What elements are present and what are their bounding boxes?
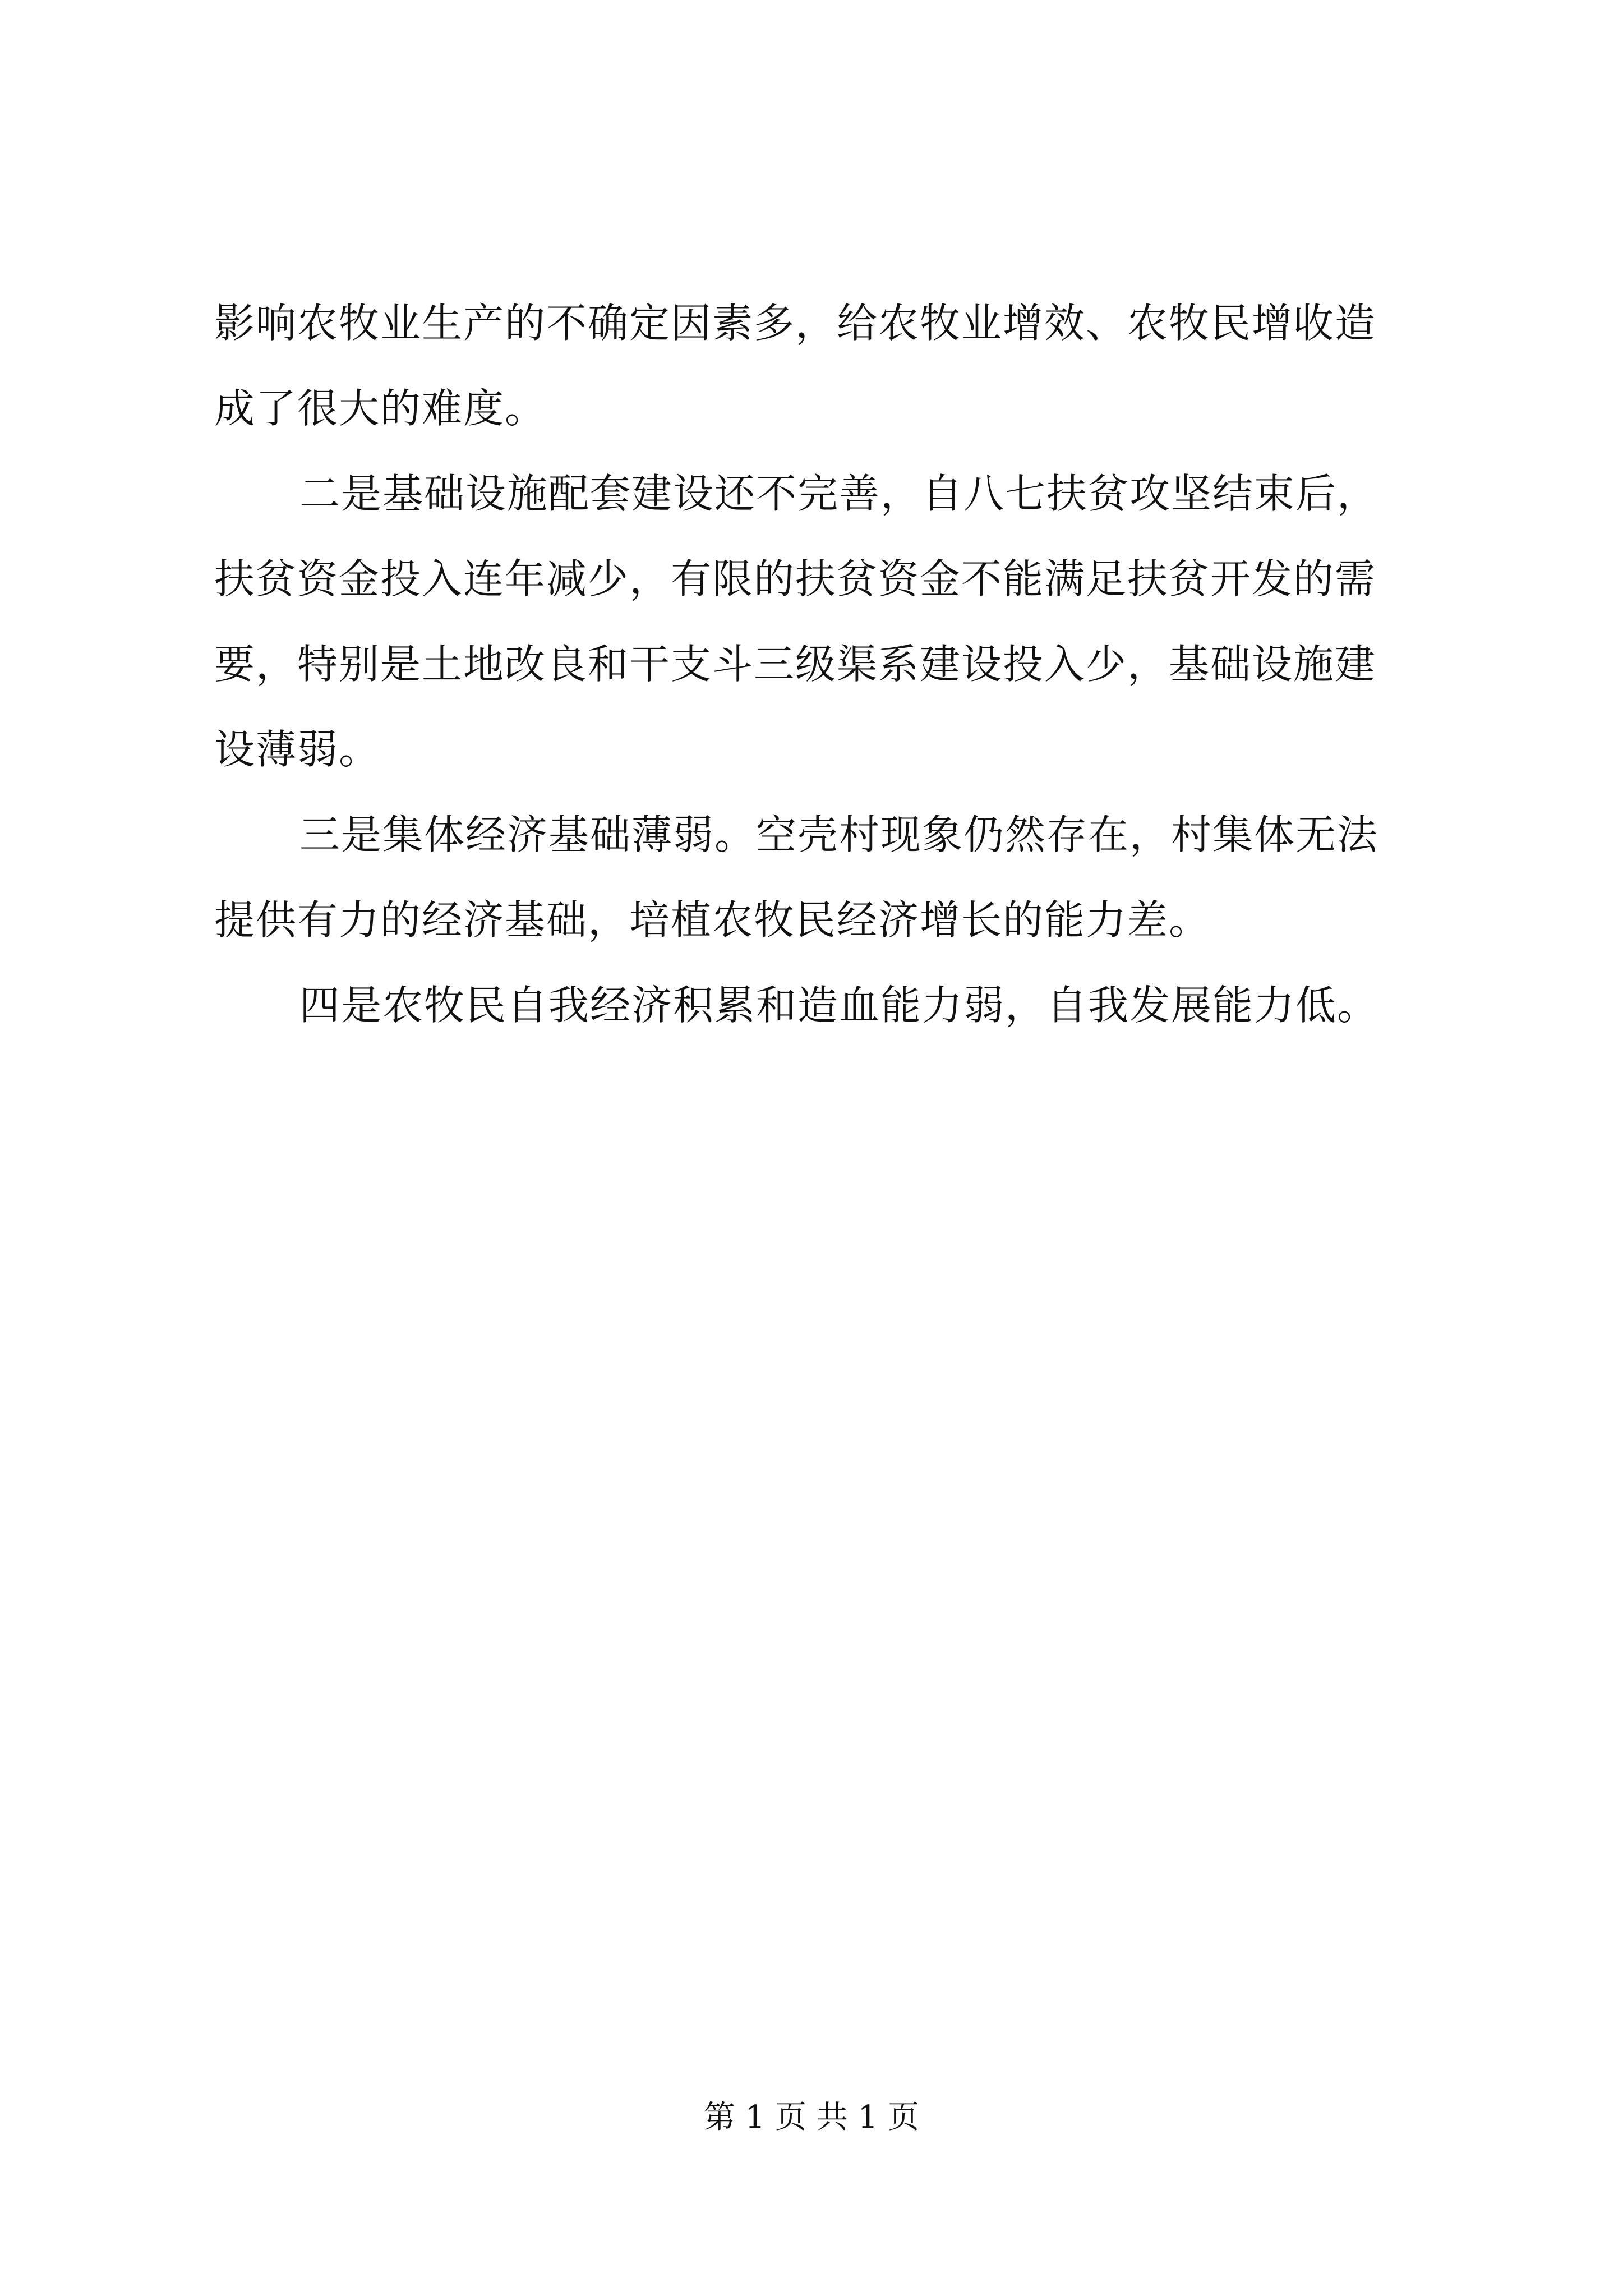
paragraph-line: 设薄弱。: [214, 726, 381, 773]
paragraph-line: 二是基础设施配套建设还不完善，自八七扶贫攻坚结束后，: [299, 470, 1379, 517]
paragraph-line: 四是农牧民自我经济积累和造血能力弱，自我发展能力低。: [299, 982, 1379, 1029]
paragraph-line: 扶贫资金投入连年减少，有限的扶贫资金不能满足扶贫开发的需: [214, 555, 1377, 602]
page-number-footer: 第 1 页 共 1 页: [703, 2099, 920, 2136]
paragraph-line: 提供有力的经济基础，培植农牧民经济增长的能力差。: [214, 896, 1211, 944]
paragraph-line: 成了很大的难度。: [214, 385, 547, 432]
paragraph-line: 要，特别是土地改良和干支斗三级渠系建设投入少，基础设施建: [214, 641, 1377, 688]
document-body: [214, 297, 1426, 1065]
paragraph-line: 三是集体经济基础薄弱。空壳村现象仍然存在，村集体无法: [299, 811, 1379, 858]
paragraph-line: 影响农牧业生产的不确定因素多，给农牧业增效、农牧民增收造: [214, 300, 1377, 347]
